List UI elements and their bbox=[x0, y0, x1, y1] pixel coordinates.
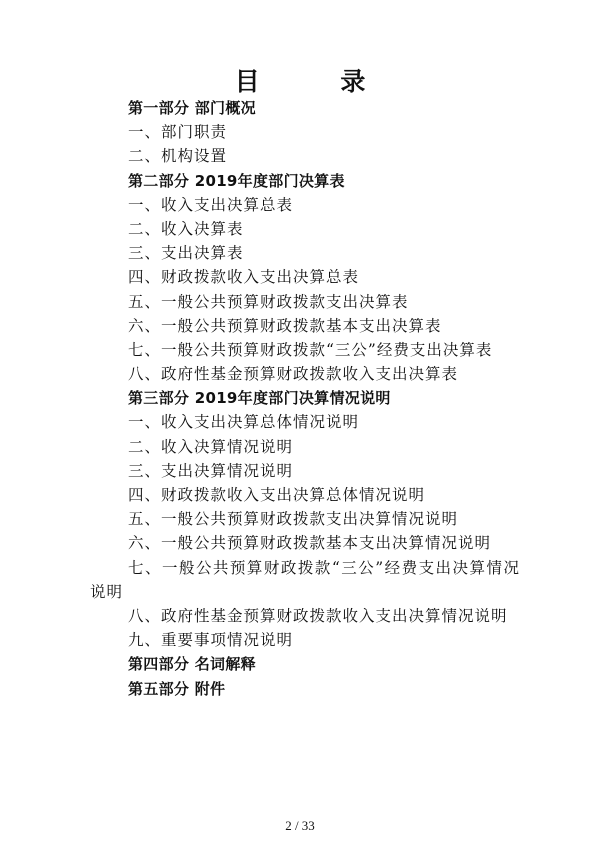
table-of-contents bbox=[90, 96, 520, 701]
toc-item[interactable]: 五、一般公共预算财政拨款支出决算情况说明 bbox=[128, 510, 459, 529]
toc-item[interactable]: 八、政府性基金预算财政拨款收入支出决算情况说明 bbox=[128, 606, 508, 625]
toc-item[interactable]: 二、收入决算表 bbox=[128, 219, 244, 238]
toc-item[interactable]: 五、一般公共预算财政拨款支出决算表 bbox=[128, 292, 409, 311]
toc-part-4[interactable]: 第四部分 名词解释 bbox=[128, 655, 256, 674]
toc-item[interactable]: 二、机构设置 bbox=[128, 147, 228, 166]
toc-part-3[interactable]: 第三部分 2019年度部门决算情况说明 bbox=[128, 389, 391, 408]
toc-item[interactable]: 一、收入支出决算总表 bbox=[128, 195, 294, 214]
page-number: 2 / 33 bbox=[285, 818, 315, 833]
toc-item[interactable]: 四、财政拨款收入支出决算总体情况说明 bbox=[128, 486, 426, 505]
toc-item[interactable]: 二、收入决算情况说明 bbox=[128, 437, 294, 456]
toc-item[interactable]: 三、支出决算情况说明 bbox=[128, 461, 294, 480]
toc-item[interactable]: 六、一般公共预算财政拨款基本支出决算表 bbox=[128, 316, 442, 335]
toc-title: 目 录 bbox=[234, 67, 402, 96]
toc-item[interactable]: 八、政府性基金预算财政拨款收入支出决算表 bbox=[128, 365, 459, 384]
toc-item[interactable]: 三、支出决算表 bbox=[128, 244, 244, 263]
toc-part-2[interactable]: 第二部分 2019年度部门决算表 bbox=[128, 171, 345, 190]
toc-item[interactable]: 四、财政拨款收入支出决算总表 bbox=[128, 268, 360, 287]
toc-item[interactable]: 六、一般公共预算财政拨款基本支出决算情况说明 bbox=[128, 534, 492, 553]
toc-part-5[interactable]: 第五部分 附件 bbox=[128, 679, 226, 698]
toc-part-1[interactable]: 第一部分 部门概况 bbox=[128, 99, 256, 117]
toc-item[interactable]: 一、部门职责 bbox=[128, 123, 228, 142]
toc-item[interactable]: 九、重要事项情况说明 bbox=[128, 631, 294, 650]
toc-item[interactable]: 一、收入支出决算总体情况说明 bbox=[128, 413, 360, 432]
toc-item[interactable]: 七、一般公共预算财政拨款“三公”经费支出决算表 bbox=[128, 340, 493, 359]
toc-item[interactable]: 七、一般公共预算财政拨款“三公”经费支出决算情况说明 bbox=[90, 558, 520, 601]
